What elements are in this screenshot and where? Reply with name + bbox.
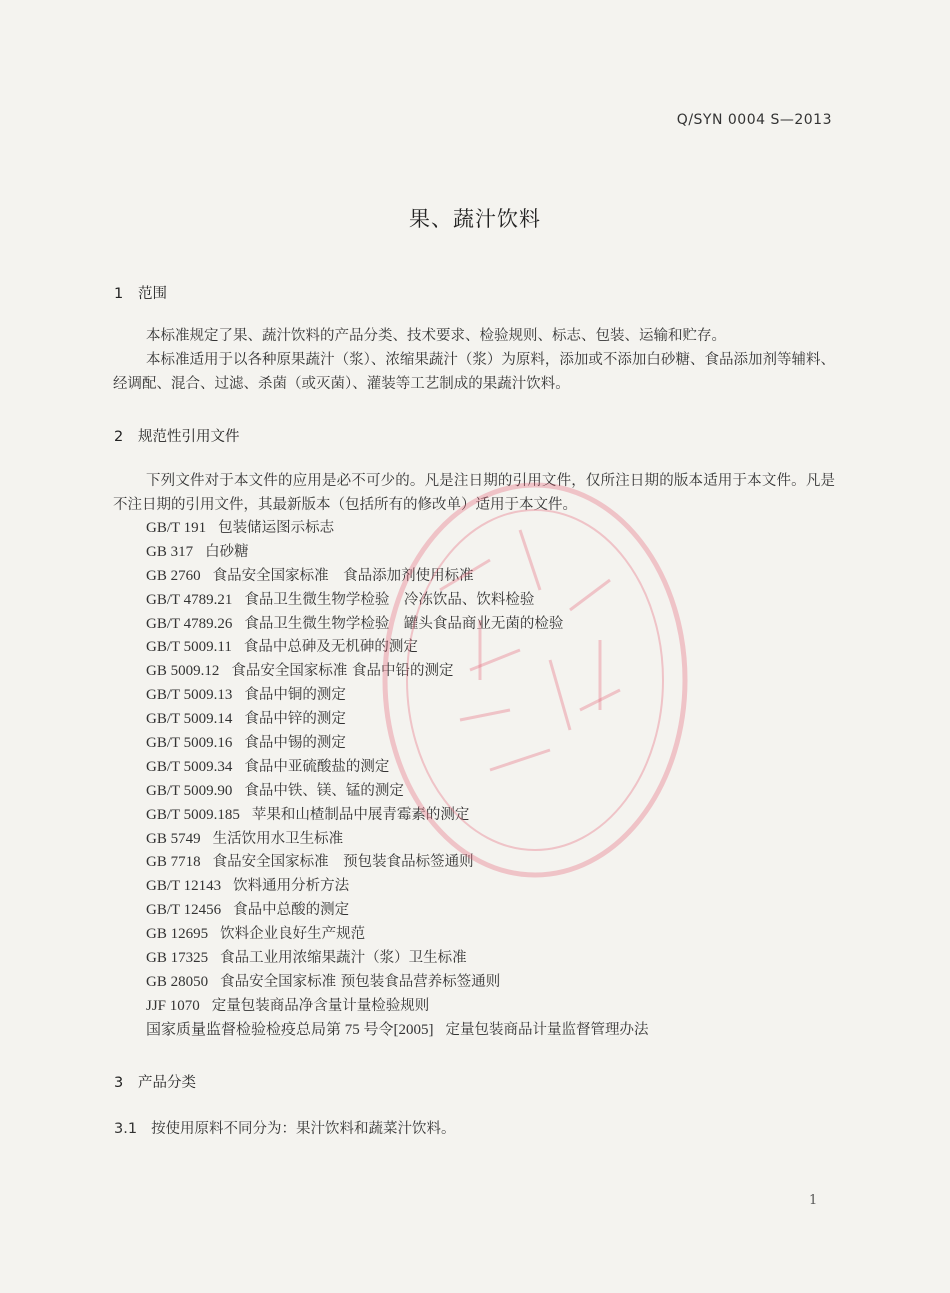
- clause-number: 3.1: [114, 1121, 138, 1137]
- reference-title: 食品中总酸的测定: [233, 902, 350, 919]
- reference-code: GB/T 5009.16: [146, 735, 233, 752]
- reference-code: GB/T 191: [146, 520, 207, 536]
- reference-item: [146, 971, 649, 995]
- reference-code: GB 7718: [146, 854, 201, 871]
- section-title: 产品分类: [138, 1075, 196, 1091]
- reference-title: 食品中总砷及无机砷的测定: [243, 639, 418, 656]
- reference-item: [146, 899, 649, 923]
- reference-item: [146, 995, 649, 1019]
- reference-code: GB/T 5009.34: [146, 758, 233, 775]
- reference-title: 食品中铜的测定: [244, 687, 346, 704]
- section-number: 3: [114, 1075, 124, 1091]
- clause-text: 按使用原料不同分为：果汁饮料和蔬菜汁饮料。: [151, 1121, 456, 1137]
- reference-title: 食品中锡的测定: [244, 735, 346, 752]
- seal-stamp-icon: [370, 470, 700, 890]
- reference-code: GB/T 5009.13: [146, 687, 233, 704]
- refs-intro-paragraph: 下列文件对于本文件的应用是必不可少的。凡是注日期的引用文件，仅所注日期的版本适用于本文件。凡是不注日期的引用文件，其最新版本（包括所有的修改单）适用于本文件。: [113, 473, 835, 513]
- reference-code: GB/T 4789.26: [146, 615, 233, 632]
- reference-title: 食品安全国家标准 预包装食品标签通则: [212, 854, 474, 871]
- reference-title: 食品安全国家标准 预包装食品营养标签通则: [220, 973, 501, 990]
- scope-paragraph-1: 本标准规定了果、蔬汁饮料的产品分类、技术要求、检验规则、标志、包装、运输和贮存。: [146, 328, 726, 344]
- reference-title: 食品安全国家标准 食品添加剂使用标准: [212, 567, 474, 584]
- reference-title: 食品安全国家标准 食品中铅的测定: [231, 663, 454, 680]
- reference-title: 食品工业用浓缩果蔬汁（浆）卫生标准: [220, 950, 467, 967]
- section-heading-scope: [114, 282, 167, 303]
- reference-code: GB/T 12143: [146, 878, 222, 895]
- reference-title: 包装储运图示标志: [218, 520, 335, 536]
- reference-title: 食品中铁、镁、锰的测定: [244, 782, 404, 799]
- reference-title: 食品中锌的测定: [244, 711, 346, 728]
- reference-code: GB 17325: [146, 950, 209, 967]
- reference-title: 食品卫生微生物学检验 罐头食品商业无菌的检验: [244, 615, 564, 632]
- page-number: 1: [809, 1193, 818, 1208]
- section-heading-refs: [114, 425, 240, 446]
- reference-title: 食品中亚硫酸盐的测定: [244, 758, 390, 775]
- section-number: 1: [114, 286, 124, 302]
- reference-code: GB/T 5009.185: [146, 806, 240, 823]
- reference-code: GB 2760: [146, 567, 201, 584]
- reference-code: 国家质量监督检验检疫总局第 75 号令[2005]: [146, 1021, 434, 1038]
- standard-code: Q/SYN 0004 S—2013: [676, 112, 832, 128]
- reference-title: 苹果和山楂制品中展青霉素的测定: [251, 806, 470, 823]
- reference-code: GB/T 5009.14: [146, 711, 233, 728]
- reference-code: GB 317: [146, 543, 194, 560]
- reference-title: 饮料通用分析方法: [233, 878, 350, 895]
- clause-3-1: [114, 1117, 456, 1138]
- reference-code: GB 28050: [146, 973, 209, 990]
- reference-title: 定量包装商品净含量计量检验规则: [211, 997, 430, 1014]
- document-title: 果、蔬汁饮料: [409, 207, 541, 231]
- reference-title: 食品卫生微生物学检验 冷冻饮品、饮料检验: [244, 591, 535, 608]
- reference-code: GB/T 4789.21: [146, 591, 233, 608]
- reference-code: JJF 1070: [146, 997, 200, 1014]
- scope-paragraph-2: 本标准适用于以各种原果蔬汁（浆）、浓缩果蔬汁（浆）为原料，添加或不添加白砂糖、食品添加剂等辅料、经调配、混合、过滤、杀菌（或灭菌）、灌装等工艺制成的果蔬汁饮料。: [113, 352, 835, 392]
- reference-item: [146, 1019, 649, 1043]
- reference-code: GB 5009.12: [146, 663, 220, 680]
- section-title: 规范性引用文件: [138, 429, 240, 445]
- reference-title: 饮料企业良好生产规范: [220, 926, 366, 943]
- section-heading-classification: [114, 1071, 196, 1092]
- reference-code: GB/T 5009.90: [146, 782, 233, 799]
- reference-code: GB/T 12456: [146, 902, 222, 919]
- section-number: 2: [114, 429, 124, 445]
- reference-item: [146, 947, 649, 971]
- reference-item: [146, 923, 649, 947]
- reference-code: GB 12695: [146, 926, 209, 943]
- section-title: 范围: [138, 286, 167, 302]
- reference-title: 白砂糖: [205, 543, 249, 560]
- reference-code: GB/T 5009.11: [146, 639, 232, 656]
- reference-code: GB 5749: [146, 830, 201, 847]
- reference-title: 生活饮用水卫生标准: [212, 830, 344, 847]
- reference-title: 定量包装商品计量监督管理办法: [445, 1021, 649, 1038]
